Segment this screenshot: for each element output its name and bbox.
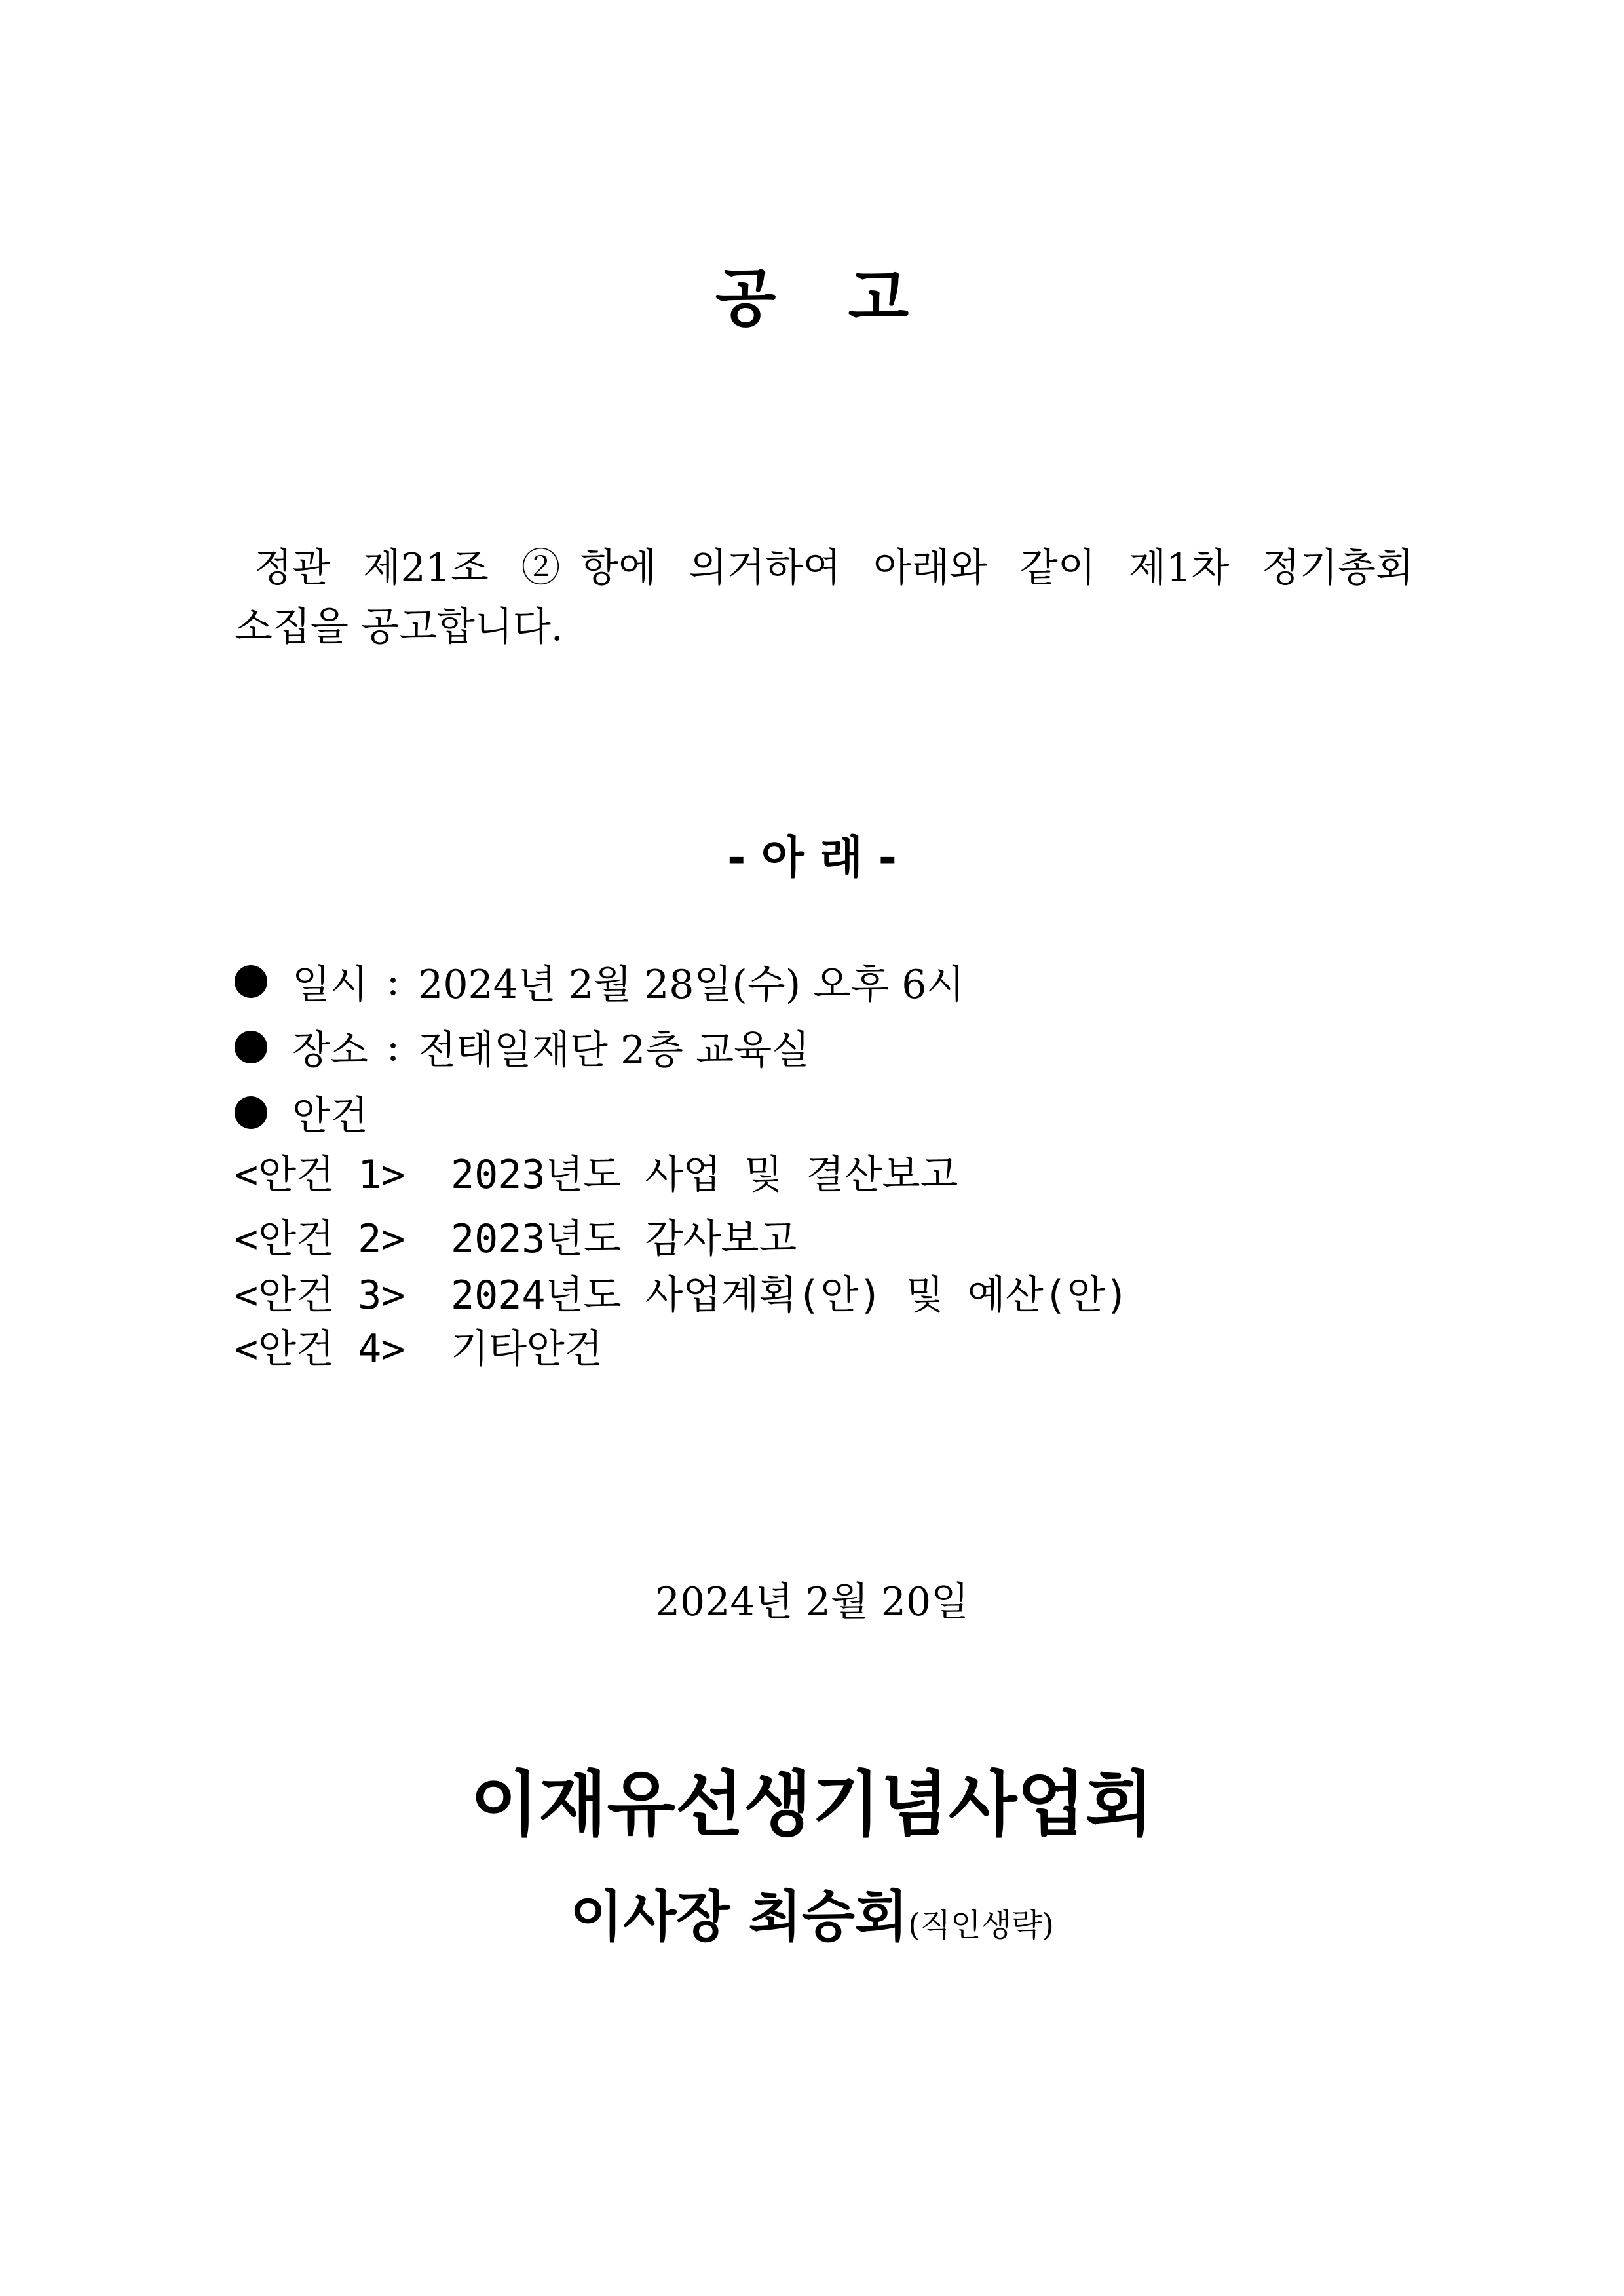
title-char-1: 공: [715, 261, 776, 335]
agenda-text: 2023년도 감사보고: [451, 1216, 797, 1262]
detail-separator: :: [386, 959, 400, 1004]
title-char-2: 고: [848, 261, 909, 335]
notice-date: 2024년 2월 20일: [654, 1579, 970, 1625]
detail-label: 일시: [292, 962, 368, 1008]
detail-value: 2024년 2월 28일(수) 오후 6시: [418, 962, 965, 1008]
agenda-item-2: [235, 1210, 1414, 1269]
detail-item-datetime: [235, 949, 1414, 1014]
detail-item-agenda: [235, 1080, 1414, 1145]
agenda-text: 2023년도 사업 및 결산보고: [451, 1152, 958, 1198]
intro-line-2: 소집을 공고합니다.: [235, 604, 563, 650]
bullet-icon: [235, 1031, 267, 1063]
detail-item-place: [235, 1014, 1414, 1080]
agenda-item-3: [235, 1269, 1414, 1322]
agenda-number: <안건 4>: [235, 1326, 406, 1372]
detail-label: 안건: [292, 1093, 368, 1139]
agenda-text: 2024년도 사업계획(안) 및 예산(안): [451, 1272, 1129, 1318]
intro-line-1: 정관 제21조 ②항에 의거하여 아래와 같이 제1차 정기총회: [254, 545, 1414, 591]
page-title: [0, 259, 1624, 337]
agenda-list: [235, 1145, 1414, 1376]
agenda-item-4: [235, 1322, 1414, 1376]
detail-label: 장소: [292, 1027, 368, 1073]
details-list: [235, 949, 1414, 1145]
agenda-number: <안건 1>: [235, 1152, 406, 1198]
signer-line: [0, 1881, 1624, 1968]
section-heading: - 아 래 -: [727, 832, 897, 884]
signer-name: 이사장 최승회: [569, 1885, 909, 1949]
organization-name: 이재유선생기념사업회: [470, 1764, 1154, 1846]
agenda-number: <안건 2>: [235, 1216, 406, 1262]
bullet-icon: [235, 1096, 267, 1129]
detail-value: 전태일재단 2층 교육실: [418, 1027, 810, 1073]
seal-note: (직인생략): [908, 1907, 1055, 1943]
bullet-icon: [235, 965, 267, 998]
detail-separator: :: [386, 1024, 400, 1070]
intro-paragraph: [235, 539, 1414, 657]
agenda-text: 기타안건: [451, 1326, 603, 1372]
agenda-item-1: [235, 1145, 1414, 1204]
agenda-number: <안건 3>: [235, 1272, 406, 1318]
